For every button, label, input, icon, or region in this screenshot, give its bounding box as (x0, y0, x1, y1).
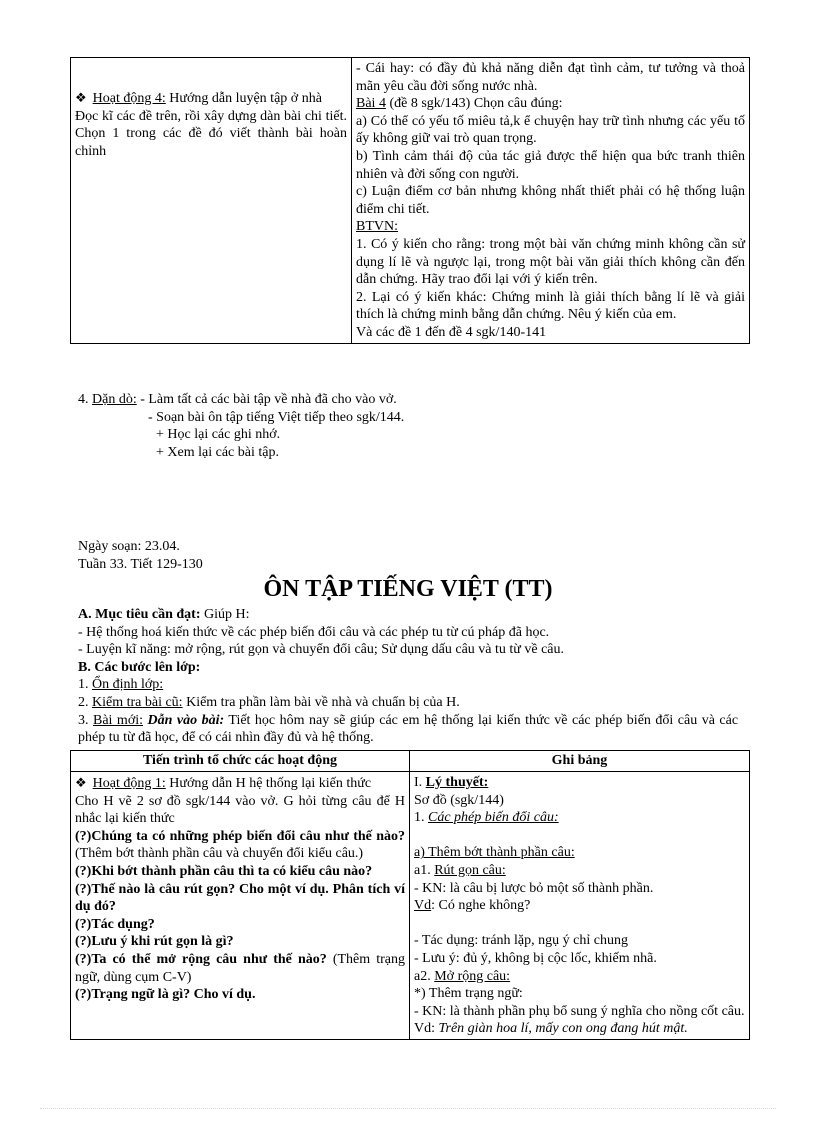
step-intro: Dẫn vào bài: (147, 712, 225, 728)
question: (?)Trạng ngữ là gì? Cho ví dụ. (75, 987, 256, 1003)
option-c: c) Luận điểm cơ bản nhưng không nhất thiết phải có hệ thống luận điểm chi tiết. (356, 184, 745, 217)
step-label: Kiểm tra bài cũ: (92, 694, 183, 710)
objective-line: - Hệ thống hoá kiến thức về các phép biến đổi câu và các phép tu từ cú pháp đã học. (78, 624, 550, 640)
answer-text: (Thêm trạng ngữ, dùng cụm C-V) (75, 951, 405, 985)
note-heading: Lý thuyết: (425, 775, 489, 790)
board-notes-cell (410, 772, 750, 1040)
section-a-heading (78, 606, 738, 624)
note-line (414, 1020, 745, 1038)
note-number: I. (414, 775, 426, 790)
note-number: a1. (414, 862, 435, 878)
activity-heading (75, 774, 405, 793)
question (75, 951, 405, 986)
dando-line (78, 391, 404, 409)
diamond-bullet-icon: ❖ (75, 775, 87, 790)
lesson-date: Ngày soạn: 23.04. (78, 539, 180, 554)
question: (?)Thế nào là câu rút gọn? Cho một ví dụ. Phân tích ví dụ đó? (75, 881, 405, 915)
step-number: 2. (78, 694, 92, 710)
note-line: - KN: là thành phần phụ bổ sung ý nghĩa cho nồng cốt câu. (414, 1003, 745, 1019)
note-line (414, 809, 745, 827)
exercise-text: (đề 8 sgk/143) Chọn câu đúng: (385, 96, 563, 112)
step-2 (78, 694, 738, 712)
homework-item: 1. Có ý kiến cho rằng: trong một bài văn chứng minh không cần sử dụng lí lẽ và ngược lại, trong một bài văn giải thích không cần đến dẫn chứng. Hãy trao đổi lại với ý kiến trên. (356, 236, 745, 288)
step-label: Bài mới: (93, 712, 144, 728)
notes-line: - Cái hay: có đầy đủ khả năng diễn đạt tình cảm, tư tưởng và thoả mãn yêu cầu đời sống nước nhà. (356, 61, 745, 94)
spacer (414, 915, 745, 933)
option-a: a) Có thể có yếu tố miêu tả,k ể chuyện hay trữ tình nhưng các yếu tố ấy không giữ vai trò quan trọng. (356, 113, 745, 147)
column-header-board-notes: Ghi bảng (410, 751, 750, 772)
activity-cell (71, 58, 352, 344)
activity-text: Hướng dẫn H hệ thống lại kiến thức (165, 776, 372, 791)
example-text: : Có nghe không? (431, 898, 531, 914)
question: (?)Lưu ý khi rút gọn là gì? (75, 934, 234, 950)
lesson-header (78, 538, 203, 573)
homework-label: BTVN: (356, 219, 398, 235)
dando-line: + Học lại các ghi nhớ. (156, 427, 281, 443)
dando-label: Dặn dò: (92, 392, 137, 407)
lesson-week: Tuần 33. Tiết 129-130 (78, 556, 203, 572)
activity-label: Hoạt động 1: (92, 776, 166, 791)
question: (?)Tác dụng? (75, 916, 155, 932)
example-label: Vd (414, 898, 432, 914)
step-number: 1. (78, 677, 92, 693)
section-a-label: A. Mục tiêu cần đạt: (78, 607, 201, 622)
table-header-row (71, 751, 750, 772)
dando-number: 4. (78, 392, 92, 407)
activity-text: Hướng dẫn luyện tập ở nhà (165, 91, 322, 107)
note-number: a2. (414, 968, 435, 984)
example-text: Trên giàn hoa lí, mấy con ong đang hút mật. (438, 1021, 688, 1037)
exercise-table (70, 57, 750, 344)
question-text: (?)Chúng ta có những phép biến đổi câu như thế nào? (75, 828, 405, 844)
dando-section (78, 391, 404, 461)
exercise-label: Bài 4 (356, 96, 386, 112)
note-number: 1. (414, 810, 428, 826)
example-label: Vd: (414, 1021, 439, 1037)
step-3 (78, 712, 738, 747)
page-divider (40, 1108, 776, 1109)
notes-cell (352, 58, 750, 344)
step-number: 3. (78, 712, 93, 728)
question-text: (?)Ta có thể mở rộng câu như thế nào? (75, 951, 327, 967)
note-line (414, 774, 745, 792)
note-line: *) Thêm trạng ngữ: (414, 986, 523, 1002)
note-line: Sơ đồ (sgk/144) (414, 792, 504, 808)
objective-line: - Luyện kĩ năng: mở rộng, rút gọn và chuyển đổi câu; Sử dụng dấu câu và tu từ về câu. (78, 642, 565, 658)
section-a-text: Giúp H: (200, 607, 250, 622)
dando-line: + Xem lại các bài tập. (156, 444, 279, 460)
activity-label: Hoạt động 4: (92, 91, 166, 107)
note-line (414, 897, 745, 915)
note-line: - KN: là câu bị lược bỏ một số thành phần. (414, 880, 654, 896)
note-line (414, 862, 745, 880)
spacer (414, 827, 745, 845)
page-title: ÔN TẬP TIẾNG VIỆT (TT) (263, 576, 553, 602)
step-text: Kiểm tra phần làm bài về nhà và chuẩn bị của H. (182, 694, 460, 710)
step-1 (78, 676, 738, 694)
answer-text: (Thêm bớt thành phần câu và chuyển đổi kiểu câu.) (75, 846, 364, 862)
objectives-section (78, 606, 738, 747)
homework-item: 2. Lại có ý kiến khác: Chứng minh là giải thích bằng lí lẽ và giải thích là chứng minh bằng dẫn chứng. Nêu ý kiến của em. (356, 289, 745, 323)
activity-instruction: Đọc kĩ các đề trên, rồi xây dựng dàn bài chi tiết. Chọn 1 trong các đề đó viết thành bài hoàn chỉnh (75, 108, 347, 159)
activities-cell (71, 772, 410, 1040)
lesson-table (70, 750, 750, 1040)
dando-line: - Soạn bài ôn tập tiếng Việt tiếp theo sgk/144. (148, 409, 405, 425)
note-line (414, 844, 745, 862)
diamond-bullet-icon: ❖ (75, 90, 87, 106)
note-line (414, 968, 745, 986)
homework-item: Và các đề 1 đến đề 4 sgk/140-141 (356, 324, 547, 340)
table-row (71, 772, 750, 1040)
note-line: - Lưu ý: đủ ý, không bị cộc lốc, khiếm nhã. (414, 950, 657, 966)
column-header-activities: Tiến trình tổ chức các hoạt động (71, 751, 410, 772)
option-b: b) Tình cảm thái độ của tác giả được thể hiện qua bức tranh thiên nhiên và đời sống con người. (356, 148, 745, 182)
note-subheading: Mở rộng câu: (434, 968, 511, 984)
note-subheading: a) Thêm bớt thành phần câu: (414, 845, 575, 861)
step-label: Ổn định lớp: (92, 677, 164, 693)
note-subheading: Rút gọn câu: (434, 862, 506, 878)
question: (?)Khi bớt thành phần câu thì ta có kiểu câu nào? (75, 863, 373, 879)
question (75, 828, 405, 863)
section-b-heading: B. Các bước lên lớp: (78, 659, 201, 675)
note-heading: Các phép biến đổi câu: (428, 810, 559, 826)
note-line: - Tác dụng: tránh lặp, ngụ ý chỉ chung (414, 933, 628, 949)
dando-text: - Làm tất cả các bài tập về nhà đã cho vào vở. (136, 392, 397, 407)
notes-line (356, 95, 745, 113)
step-text: Tiết học hôm nay sẽ giúp các em hệ thống lại kiến thức về các phép biến đổi câu và các phép tu từ đã học, để có cái nhìn đầy đủ và hệ thống. (78, 712, 739, 746)
table-row (71, 58, 750, 344)
activity-paragraph: Cho H vẽ 2 sơ đồ sgk/144 vào vở. G hỏi từng câu để H nhắc lại kiến thức (75, 793, 405, 827)
